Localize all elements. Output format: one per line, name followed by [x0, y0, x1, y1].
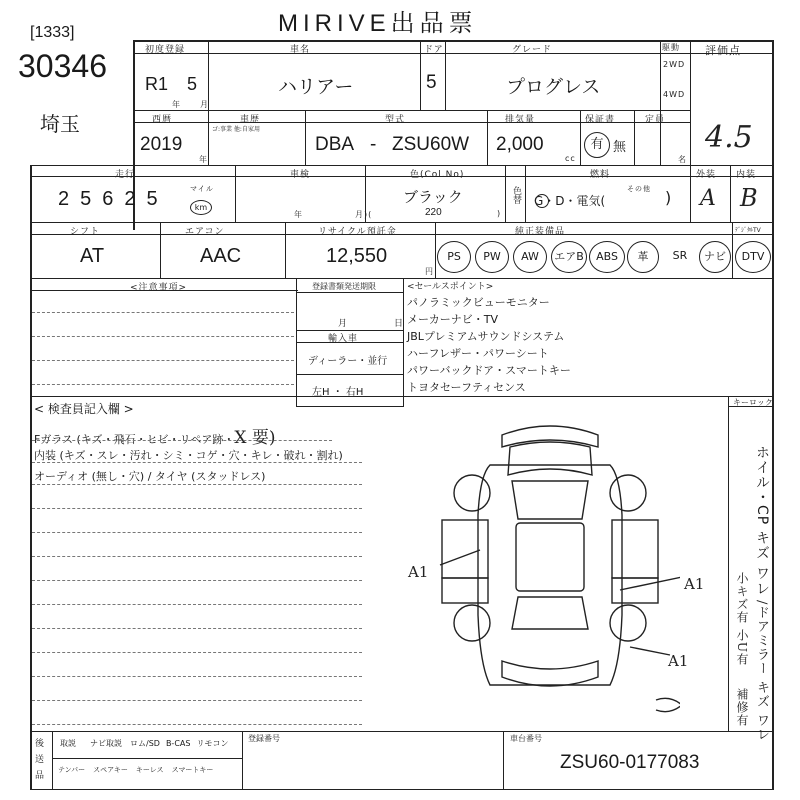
recycle-value: 12,550 [326, 245, 388, 267]
inspection-label: 車検 [290, 170, 311, 180]
rear-bumper [502, 661, 598, 686]
front-right-wheel [610, 475, 646, 511]
reg-number-label: 登録番号 [248, 734, 280, 743]
first-reg-month: 5 [187, 74, 198, 94]
fglass-line: Fガラス (キズ・飛石・ヒビ・リペア跡・X 要) [34, 428, 276, 448]
inspector-notes-label: < 検査員記入欄 > [34, 402, 134, 416]
import-label: 輸入車 [328, 334, 359, 344]
year-unit: 年 [172, 100, 181, 109]
damage-sketch [656, 698, 680, 711]
mileage-label: 走行 [115, 170, 136, 180]
reg-doc-day: 日 [394, 319, 405, 329]
sales-point: トヨタセーフティセンス [407, 381, 526, 394]
grade-label: グレード [512, 45, 553, 55]
color-no: 220 [425, 207, 442, 218]
mileage-digits: 25625 [58, 188, 169, 210]
reg-doc-label: 登録書類発送期限 [312, 282, 376, 291]
equipment-ABS: ABS [589, 241, 625, 273]
km-unit: km [190, 200, 212, 215]
lot-code: [1333] [30, 24, 75, 41]
aircon-label: エアコン [185, 227, 225, 237]
yen-unit: 円 [425, 267, 434, 276]
model-code: ZSU60W [392, 134, 470, 155]
insp-month-unit: 月)( [355, 210, 373, 219]
first-reg-era: R1 [145, 74, 169, 94]
vehicle-cat-sub: ゴ:事業 他:自家用 [212, 126, 260, 133]
rear-left-wheel [454, 605, 490, 641]
right-note-wheel: ホイル・CP キズ ワレ [754, 445, 770, 597]
miles-unit: マイル [190, 185, 214, 193]
drive-2wd: 2WD [663, 60, 686, 69]
equipment-革: 革 [627, 241, 659, 273]
equipment-label: 純正装備品 [515, 227, 566, 237]
recycle-label: リサイクル預託金 [318, 227, 397, 237]
sales-point: メーカーナビ・TV [407, 313, 499, 326]
front-right-door [612, 520, 658, 578]
damage-mark-right-lower: A1 [668, 652, 689, 670]
model-label: 型式 [385, 115, 406, 125]
rating-label: 評価点 [705, 44, 741, 57]
displacement: 2,000 [496, 134, 544, 155]
sales-points-label: <セールスポイント> [407, 282, 494, 292]
aircon-value: AAC [200, 245, 242, 267]
damage-pointer-right-lower [630, 647, 670, 655]
rear-window [512, 597, 588, 629]
damage-pointer-right-upper [620, 577, 680, 590]
fuel-close: ) [665, 188, 672, 207]
fuel-other: その他 [627, 185, 651, 193]
grade: プログレス [506, 76, 601, 98]
doors: 5 [426, 72, 437, 93]
warranty-label: 保証書 [585, 115, 616, 125]
equipment-ナビ: ナビ [699, 241, 731, 273]
bottom-title: 後 送 品 [35, 739, 45, 781]
color-sub-label: 色替 [511, 186, 521, 204]
people-unit: 名 [678, 155, 687, 164]
shift-label: シフト [70, 227, 101, 237]
rear-left-door [442, 578, 488, 603]
reg-doc-month: 月 [338, 319, 349, 329]
damage-pointer-left [440, 550, 480, 565]
chassis-number: ZSU60-0177083 [560, 752, 700, 773]
hood [508, 442, 592, 475]
era-label: 西暦 [152, 115, 173, 125]
warranty-no: 無 [613, 140, 627, 155]
equipment-SR: SR [672, 249, 688, 262]
equipment-DTV: DTV [735, 241, 771, 273]
steer-label: 左H ・ 右H [312, 387, 364, 398]
sales-point: パワーバックドア・スマートキー [407, 364, 571, 377]
interior-line: 内装 (キズ・スレ・汚れ・シミ・コゲ・穴・キレ・破れ・割れ) [34, 449, 343, 462]
car-name: ハリアー [278, 76, 354, 98]
color-close: ) [497, 209, 502, 218]
chassis-number-label: 車台番号 [510, 734, 542, 743]
equipment-PS: PS [437, 241, 471, 273]
year: 2019 [140, 134, 183, 155]
equipment-AW: AW [513, 241, 547, 273]
right-note-scratch: 小キズ有 小U有 [735, 572, 749, 666]
audio-tire-line: オーディオ (無し・穴) / タイヤ (スタッドレス) [34, 470, 266, 483]
color-label: 色(Col.No) [410, 170, 465, 180]
fuel-g-circle [535, 194, 549, 208]
warranty-yes: 有 [584, 132, 610, 158]
first-reg-label: 初度登録 [145, 45, 186, 55]
rear-right-wheel [610, 605, 646, 641]
cc-unit: cc [565, 154, 576, 163]
sales-point: パノラミックビューモニター [407, 296, 550, 309]
roof [516, 523, 584, 591]
dtv-header: ﾃﾞｼﾞﾀﾙTV [735, 227, 761, 234]
car-damage-diagram [420, 415, 680, 725]
car-name-label: 車名 [290, 45, 311, 55]
color-value: ブラック [403, 188, 463, 206]
exterior-label: 外装 [696, 170, 717, 180]
damage-mark-right-upper: A1 [684, 575, 705, 593]
lot-number: 30346 [18, 48, 107, 84]
equipment-エアB: エアB [551, 241, 587, 273]
era-year-unit: 年 [199, 155, 208, 164]
sales-point: JBLプレミアムサウンドシステム [407, 330, 565, 343]
right-note-repair: 補修有 [735, 688, 749, 727]
doors-label: ドア [424, 45, 444, 55]
insp-year-unit: 年 [294, 210, 303, 219]
displacement-label: 排気量 [505, 115, 536, 125]
fuel-label: 燃料 [590, 170, 611, 180]
front-left-door [442, 520, 488, 578]
vehicle-cat-label: 車歴 [240, 115, 261, 125]
interior-grade: B [740, 184, 758, 212]
shift-value: AT [80, 245, 105, 267]
fuel-options: G・D・電気( [534, 194, 606, 208]
dealer-label: ディーラー・並行 [308, 356, 388, 367]
bottom-items-row2: テンパー スペアキー キーレス スマートキー [58, 766, 214, 774]
bottom-items-row1: 取説 ナビ取説 ロム/SD B-CAS リモコン [60, 739, 229, 748]
rating-value: 4.5 [705, 120, 753, 155]
windshield [512, 481, 588, 519]
right-note-mirror: /ドアミラー キズ ワレ [754, 600, 769, 742]
damage-mark-left: A1 [408, 563, 429, 581]
prefecture: 埼玉 [40, 112, 80, 136]
car-body-outline [478, 465, 622, 685]
notes-label: <注意事項> [130, 283, 188, 293]
drive-label: 駆動 [662, 43, 680, 52]
capacity-label: 定員 [645, 115, 666, 125]
rear-right-door [612, 578, 658, 603]
interior-label: 内装 [736, 170, 757, 180]
front-left-wheel [454, 475, 490, 511]
drive-4wd: 4WD [663, 90, 686, 99]
key-lock-label: キーロック [733, 398, 773, 407]
month-unit: 月 [200, 100, 209, 109]
model-prefix: DBA [315, 134, 355, 155]
page-title: MIRIVE出品票 [278, 10, 478, 37]
sales-point: ハーフレザー・パワーシート [407, 347, 549, 360]
equipment-PW: PW [475, 241, 509, 273]
exterior-grade: A [700, 186, 716, 211]
model-dash: - [370, 134, 377, 155]
front-bumper [502, 426, 598, 447]
